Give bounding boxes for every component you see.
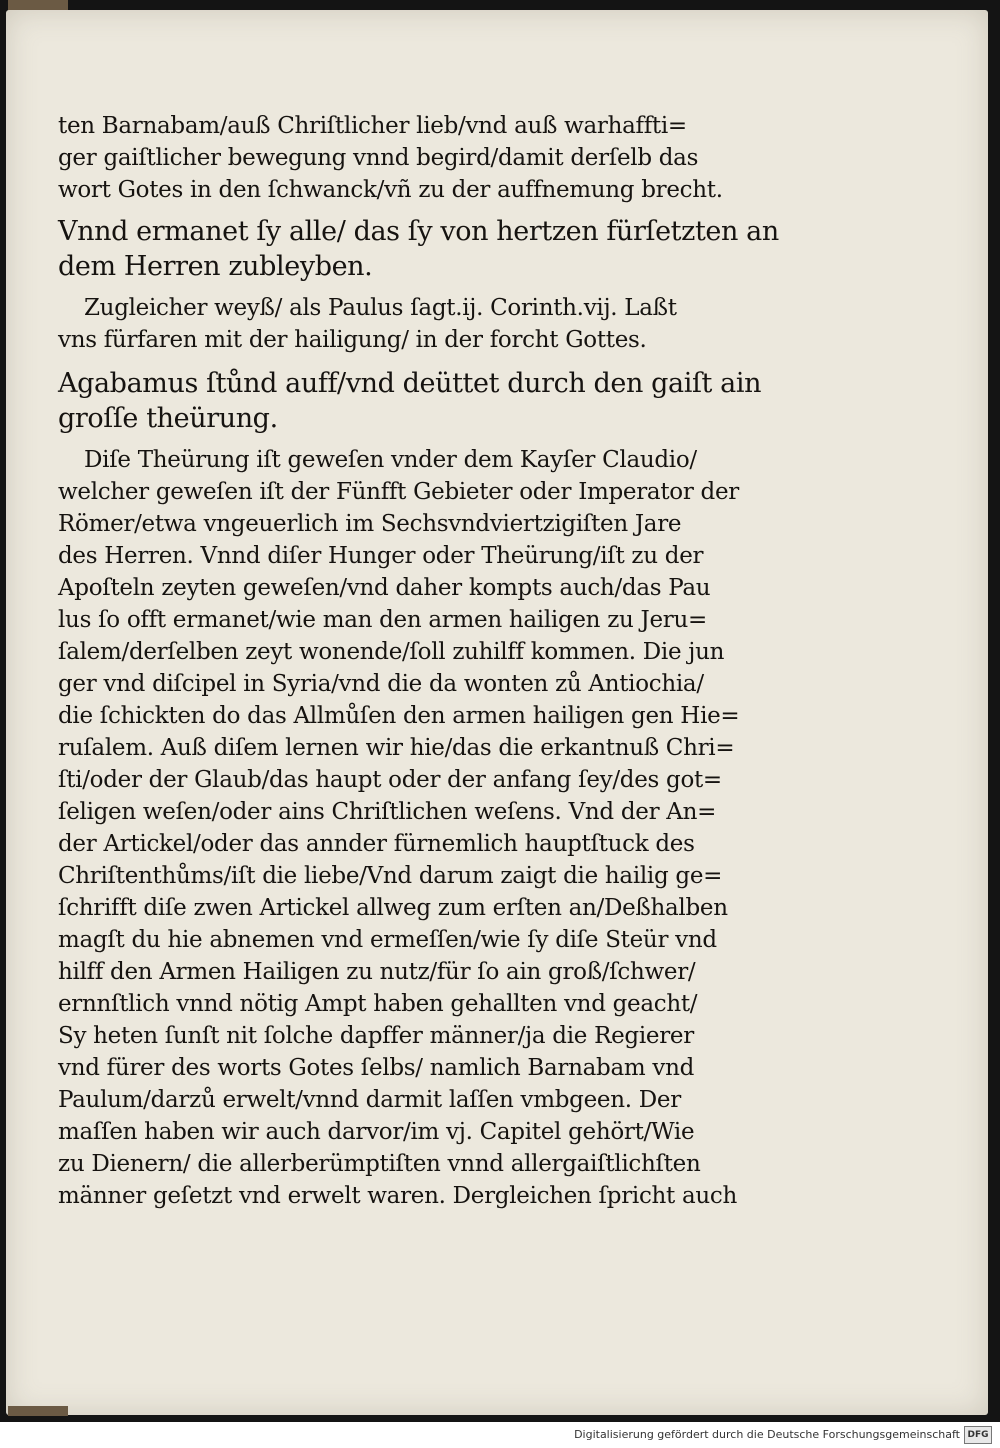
text-line: welcher geweſen iſt der Fünfft Gebieter oder Imperator der [58, 479, 739, 505]
text-line: Paulum/darzů erwelt/vnnd darmit laſſen vmbgeen. Der [58, 1087, 681, 1113]
text-line: ſalem/derſelben zeyt wonende/ſoll zuhilff kommen. Die jun [58, 639, 725, 665]
text-line: vnd fürer des worts Gotes ſelbs/ namlich Barnabam vnd [58, 1055, 695, 1081]
text-line: magſt du hie abnemen vnd ermeſſen/wie ſy diſe Steür vnd [58, 927, 717, 953]
text-line: der Artickel/oder das annder fürnemlich hauptſtuck des [58, 831, 695, 857]
commentary-1 [58, 292, 778, 356]
text-line: ger vnd diſcipel in Syria/vnd die da wonten zů Antiochia/ [58, 671, 704, 697]
text-line: ernnſtlich vnnd nötig Ampt haben gehallten vnd geacht/ [58, 991, 698, 1017]
text-line: maſſen haben wir auch darvor/im vj. Capitel gehört/Wie [58, 1119, 695, 1145]
text-line: Sy heten ſunſt nit ſolche dapffer männer/ja die Regierer [58, 1023, 694, 1049]
text-line: ruſalem. Auß diſem lernen wir hie/das die erkantnuß Chri= [58, 735, 735, 761]
text-line: dem Herren zubleyben. [58, 251, 373, 282]
text-line: zu Dienern/ die allerberümptiſten vnnd allergaiſtlichſten [58, 1151, 701, 1177]
text-line: ſeligen weſen/oder ains Chriſtlichen weſens. Vnd der An= [58, 799, 717, 825]
text-line: Zugleicher weyß/ als Paulus ſagt.ij. Corinth.vij. Laßt [84, 295, 677, 321]
page-text [58, 110, 778, 1212]
paragraph-1 [58, 110, 778, 206]
funding-notice: Digitalisierung gefördert durch die Deutsche Forschungsgemeinschaft [574, 1428, 960, 1441]
text-line: die ſchickten do das Allmůſen den armen hailigen gen Hie= [58, 703, 740, 729]
text-line: lus ſo offt ermanet/wie man den armen hailigen zu Jeru= [58, 607, 707, 633]
dfg-logo-icon: DFG [964, 1426, 992, 1444]
text-line: Chriſtenthůms/iſt die liebe/Vnd darum zaigt die hailig ge= [58, 863, 723, 889]
commentary-2 [58, 444, 778, 1212]
text-line: ſchrifft diſe zwen Artickel allweg zum erſten an/Deßhalben [58, 895, 728, 921]
footer-bar [0, 1422, 1000, 1448]
text-line: hilff den Armen Hailigen zu nutz/für ſo ain groß/ſchwer/ [58, 959, 696, 985]
text-line: Diſe Theürung iſt geweſen vnder dem Kayſer Claudio/ [84, 447, 697, 473]
bible-verse-2 [58, 366, 778, 436]
text-line: ger gaiſtlicher bewegung vnnd begird/damit derſelb das [58, 145, 699, 171]
text-line: groſſe theürung. [58, 403, 278, 434]
text-line: wort Gotes in den ſchwanck/vñ zu der auffnemung brecht. [58, 177, 723, 203]
book-edge-bottom [8, 1406, 68, 1416]
bible-verse-1 [58, 214, 778, 284]
text-line: vns fürfaren mit der hailigung/ in der forcht Gottes. [58, 327, 647, 353]
text-line: Agabamus ſtůnd auff/vnd deüttet durch den gaiſt ain [58, 368, 762, 399]
text-line: ten Barnabam/auß Chriſtlicher lieb/vnd auß warhaffti= [58, 113, 687, 139]
text-line: Vnnd ermanet ſy alle/ das ſy von hertzen fürſetzten an [58, 216, 779, 247]
text-line: des Herren. Vnnd diſer Hunger oder Theürung/iſt zu der [58, 543, 704, 569]
text-line: Apoſteln zeyten geweſen/vnd daher kompts auch/das Pau [58, 575, 711, 601]
text-line: ſti/oder der Glaub/das haupt oder der anfang ſey/des got= [58, 767, 722, 793]
text-line: Römer/etwa vngeuerlich im Sechsvndviertzigiſten Jare [58, 511, 682, 537]
text-line: männer geſetzt vnd erwelt waren. Dergleichen ſpricht auch [58, 1183, 738, 1209]
